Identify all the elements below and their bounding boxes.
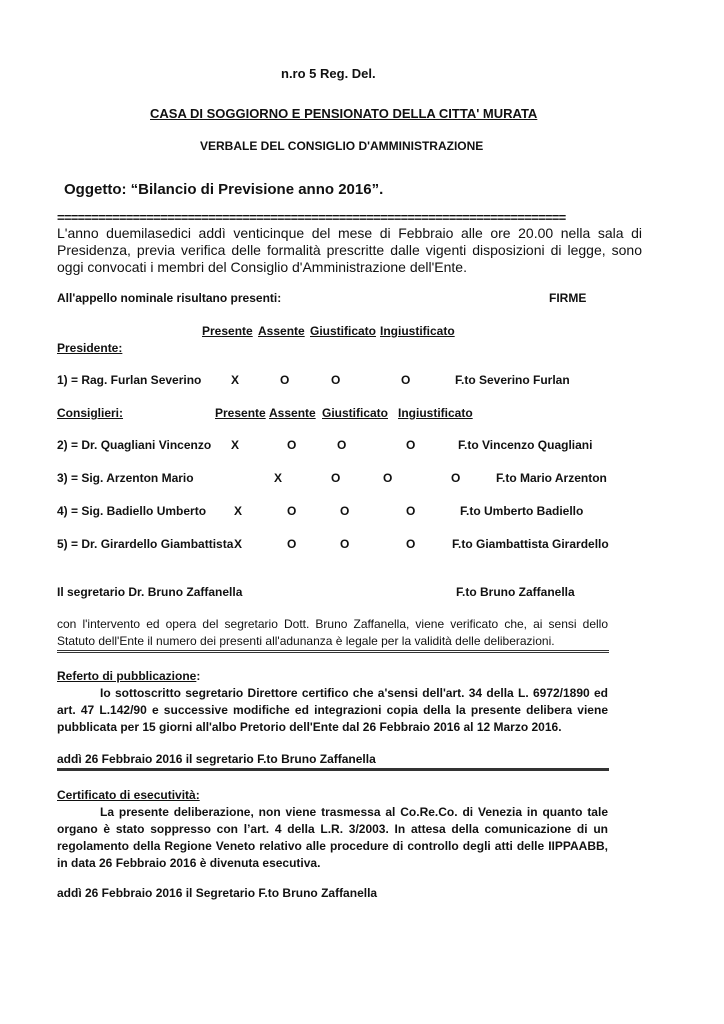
col-assente-1: Assente [258,324,305,338]
consigliere-name: 4) = Sig. Badiello Umberto [57,504,207,518]
consigliere-firma: F.to Mario Arzenton [496,471,607,485]
mark-ingiustificato: O [406,537,416,551]
col-ingiustificato-2: Ingiustificato [398,406,473,420]
mark-presente: X [234,504,243,518]
referto-signature: addì 26 Febbraio 2016 il segretario F.to Bruno Zaffanella [57,752,376,766]
referto-text: Io sottoscritto segretario Direttore certifico che a'sensi dell'art. 34 della L. 6972/1890 ed art. 47 L.142/90 e successive modifiche ed integrazioni copia della la presente delibera viene pubblicata per 15 giorni all'albo Pretorio dell'Ente dal 26 Febbraio 2016 al 12 Marzo 2016. [57,686,608,734]
presidente-name: 1) = Rag. Furlan Severino [57,373,202,387]
mark-giustificato: O [340,537,350,551]
mark-giustificato: O [331,373,341,387]
referto-heading: Referto di pubblicazione [57,669,197,683]
col-giustificato-1: Giustificato [310,324,377,338]
mark-assente: O [287,504,297,518]
mark-ingiustificato: O [406,438,416,452]
mark-ingiustificato: O [451,471,461,485]
verbale-title: VERBALE DEL CONSIGLIO D'AMMINISTRAZIONE [200,139,484,153]
esecutivita-signature: addì 26 Febbraio 2016 il Segretario F.to Bruno Zaffanella [57,886,378,900]
col-ingiustificato-1: Ingiustificato [380,324,455,338]
consigliere-name: 5) = Dr. Girardello Giambattista [57,537,234,551]
mark-presente: X [231,373,240,387]
col-giustificato-2: Giustificato [322,406,389,420]
institution-title: CASA DI SOGGIORNO E PENSIONATO DELLA CITTA' MURATA [150,106,538,121]
mark-giustificato: O [337,438,347,452]
mark-giustificato: O [383,471,393,485]
mark-presente: X [234,537,243,551]
mark-assente: O [331,471,341,485]
mark-ingiustificato: O [406,504,416,518]
consigliere-firma: F.to Vincenzo Quagliani [458,438,593,452]
mark-assente: O [287,438,297,452]
subject-line [64,181,383,198]
segretario-firma: F.to Bruno Zaffanella [456,585,575,599]
consigliere-firma: F.to Giambattista Girardello [452,537,609,551]
subject-label: Oggetto [64,181,122,198]
consigliere-firma: F.to Umberto Badiello [460,504,584,518]
consigliere-name: 2) = Dr. Quagliani Vincenzo [57,438,212,452]
segretario-name: Il segretario Dr. Bruno Zaffanella [57,585,243,599]
mark-giustificato: O [340,504,350,518]
referto-colon: : [196,669,201,683]
referto-heading-line [57,669,200,683]
col-presente-2: Presente [215,406,266,420]
col-presente-1: Presente [202,324,253,338]
appello-text: All'appello nominale risultano presenti: [57,291,282,305]
esecutivita-heading: Certificato di esecutività: [57,788,200,802]
consigliere-name: 3) = Sig. Arzenton Mario [57,471,194,485]
consiglieri-heading: Consiglieri: [57,406,124,420]
validity-paragraph: con l'intervento ed opera del segretario Dott. Bruno Zaffanella, viene verificato che, ai sensi dello Statuto dell'Ente il numero dei presenti all'adunanza è legale per la validità delle deliberazioni. [57,617,608,648]
intro-paragraph: L'anno duemilasedici addì venticinque del mese di Febbraio alle ore 20.00 nella sala di Presidenza, previa verifica delle formalità prescritte dalle vigenti disposizioni di legge, sono oggi convocati i membri del Consiglio d'Amministrazione dell'Ente. [57,225,642,275]
mark-presente: X [231,438,240,452]
firme-heading: FIRME [549,291,587,305]
separator: ========================================================================== [57,210,566,225]
presidente-heading: Presidente: [57,341,123,355]
col-assente-2: Assente [269,406,316,420]
mark-presente: X [274,471,283,485]
subject-text: : “Bilancio di Previsione anno 2016”. [121,181,384,198]
esecutivita-text: La presente deliberazione, non viene trasmessa al Co.Re.Co. di Venezia in quanto tale organo è stato soppresso con l’art. 4 della L.R. 3/2003. In attesa della comunicazione di un regolamento della Regione Veneto relativo alle procedure di controllo degli atti delle IIPPAABB, in data 26 Febbraio 2016 è divenuta esecutiva. [57,805,608,870]
mark-assente: O [280,373,290,387]
presidente-firma: F.to Severino Furlan [455,373,570,387]
mark-assente: O [287,537,297,551]
divider [57,768,609,771]
divider [57,650,609,653]
mark-ingiustificato: O [401,373,411,387]
register-number: n.ro 5 Reg. Del. [281,66,376,81]
